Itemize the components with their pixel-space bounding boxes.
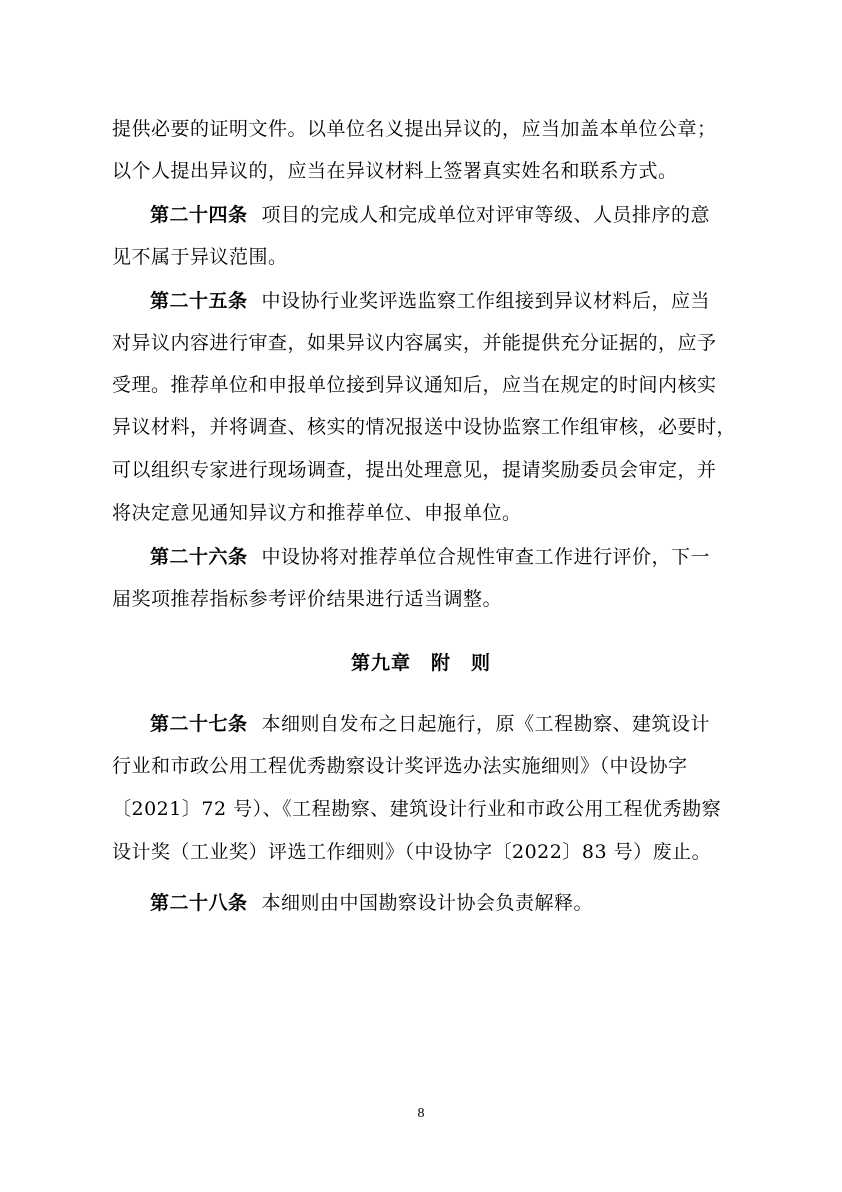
- paragraph-line: 设计奖（工业奖）评选工作细则》（中设协字〔2022〕83 号）废止。: [112, 841, 712, 863]
- article-25-label: 第二十五条: [150, 290, 248, 312]
- article-24-text: 项目的完成人和完成单位对评审等级、人员排序的意: [261, 204, 711, 226]
- article-28-line: [150, 891, 593, 915]
- page-number: 8: [417, 1106, 425, 1121]
- chapter-heading: 第九章 附 则: [350, 652, 491, 674]
- article-25-text: 中设协行业奖评选监察工作组接到异议材料后，应当: [261, 290, 711, 312]
- article-27-line: [150, 712, 710, 736]
- paragraph-line: 〔2021〕72 号）、《工程勘察、建筑设计行业和市政公用工程优秀勘察: [112, 798, 722, 820]
- article-27-text: 本细则自发布之日起施行，原《工程勘察、建筑设计: [261, 713, 711, 735]
- paragraph-line: 受理。推荐单位和申报单位接到异议通知后，应当在规定的时间内核实: [112, 374, 717, 396]
- article-27-label: 第二十七条: [150, 713, 248, 735]
- article-26-line: [150, 545, 710, 569]
- paragraph-line: 可以组织专家进行现场调查，提出处理意见，提请奖励委员会审定，并: [112, 459, 717, 481]
- article-25-line: [150, 289, 710, 313]
- paragraph-line: 对异议内容进行审查，如果异议内容属实，并能提供充分证据的，应予: [112, 332, 717, 354]
- paragraph-line: 将决定意见通知异议方和推荐单位、申报单位。: [112, 502, 522, 524]
- article-26-text: 中设协将对推荐单位合规性审查工作进行评价，下一: [261, 546, 711, 568]
- article-24-label: 第二十四条: [150, 204, 248, 226]
- article-28-label: 第二十八条: [150, 892, 248, 914]
- paragraph-line: 行业和市政公用工程优秀勘察设计奖评选办法实施细则》（中设协字: [112, 755, 688, 777]
- paragraph-line: 届奖项推荐指标参考评价结果进行适当调整。: [112, 588, 503, 610]
- paragraph-line: 见不属于异议范围。: [112, 246, 288, 268]
- paragraph-line: 提供必要的证明文件。以单位名义提出异议的，应当加盖本单位公章；: [112, 118, 717, 140]
- article-24-line: [150, 203, 710, 227]
- paragraph-line: 以个人提出异议的，应当在异议材料上签署真实姓名和联系方式。: [112, 160, 678, 182]
- article-26-label: 第二十六条: [150, 546, 248, 568]
- paragraph-line: 异议材料，并将调查、核实的情况报送中设协监察工作组审核，必要时，: [112, 416, 737, 438]
- article-28-text: 本细则由中国勘察设计协会负责解释。: [261, 892, 594, 914]
